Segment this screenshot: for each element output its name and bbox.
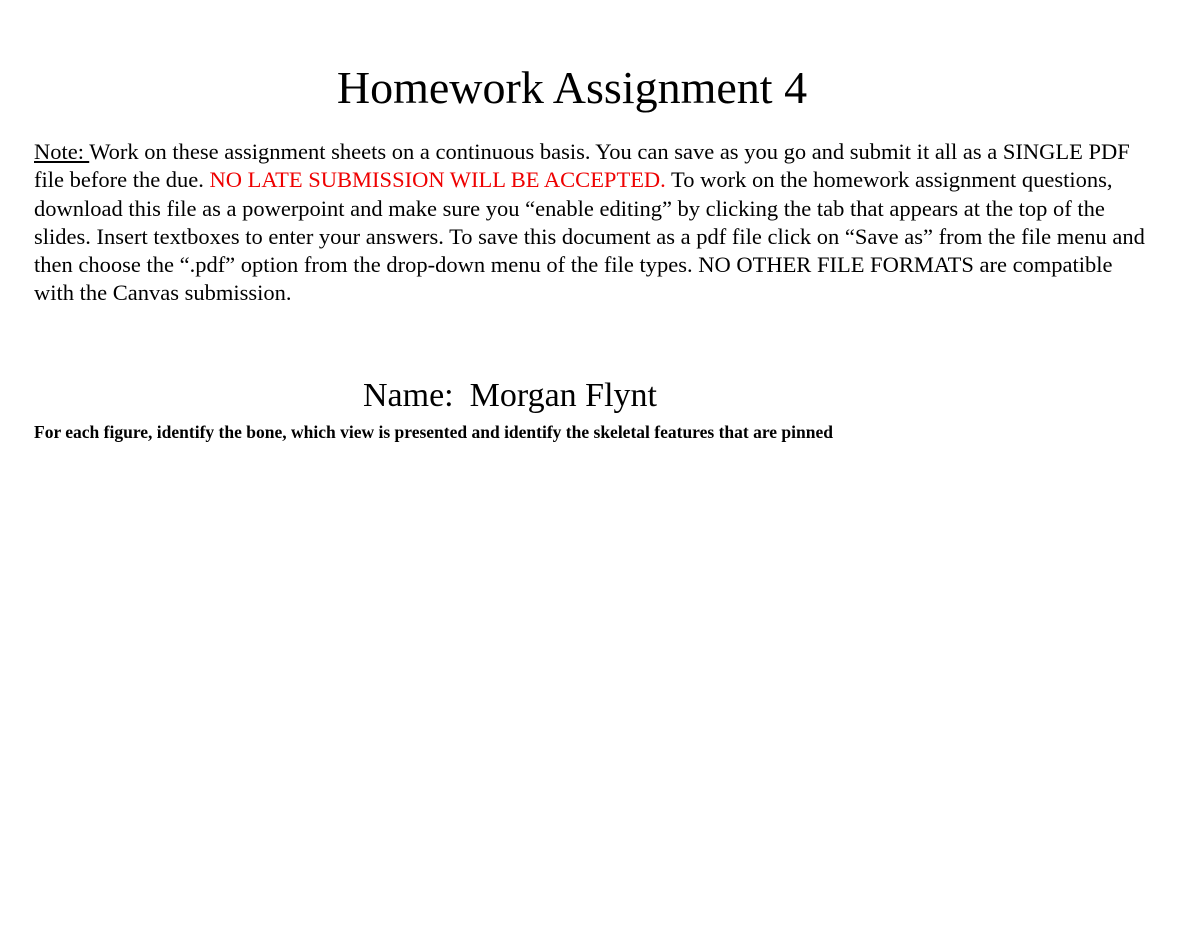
student-name-line [363,375,657,417]
note-text-intro: Work on these assignment sheets on a continuous basis. You can save as you go and submit it all as a SINGLE PDF file before the due. [34,139,1130,193]
student-name-value: Morgan Flynt [469,377,657,414]
name-label: Name: [363,377,454,414]
figure-instruction: For each figure, identify the bone, which view is presented and identify the skeletal features that are pinned [34,422,833,442]
note-text-instructions: To work on the homework assignment questions, download this file as a powerpoint and make sure you “enable editing” by clicking the tab that appears at the top of the slides. Insert textboxes to enter your answers. To save this document as a pdf file click on “Save as” from the file menu and then choose the “.pdf” option from the drop-down menu of the file types. NO OTHER FILE FORMATS are compatible with the Canvas submission. [34,167,1145,306]
assignment-note [34,138,1154,308]
page-title: Homework Assignment 4 [336,62,808,113]
late-submission-warning: NO LATE SUBMISSION WILL BE ACCEPTED. [209,167,666,193]
note-label: Note: [34,139,90,164]
